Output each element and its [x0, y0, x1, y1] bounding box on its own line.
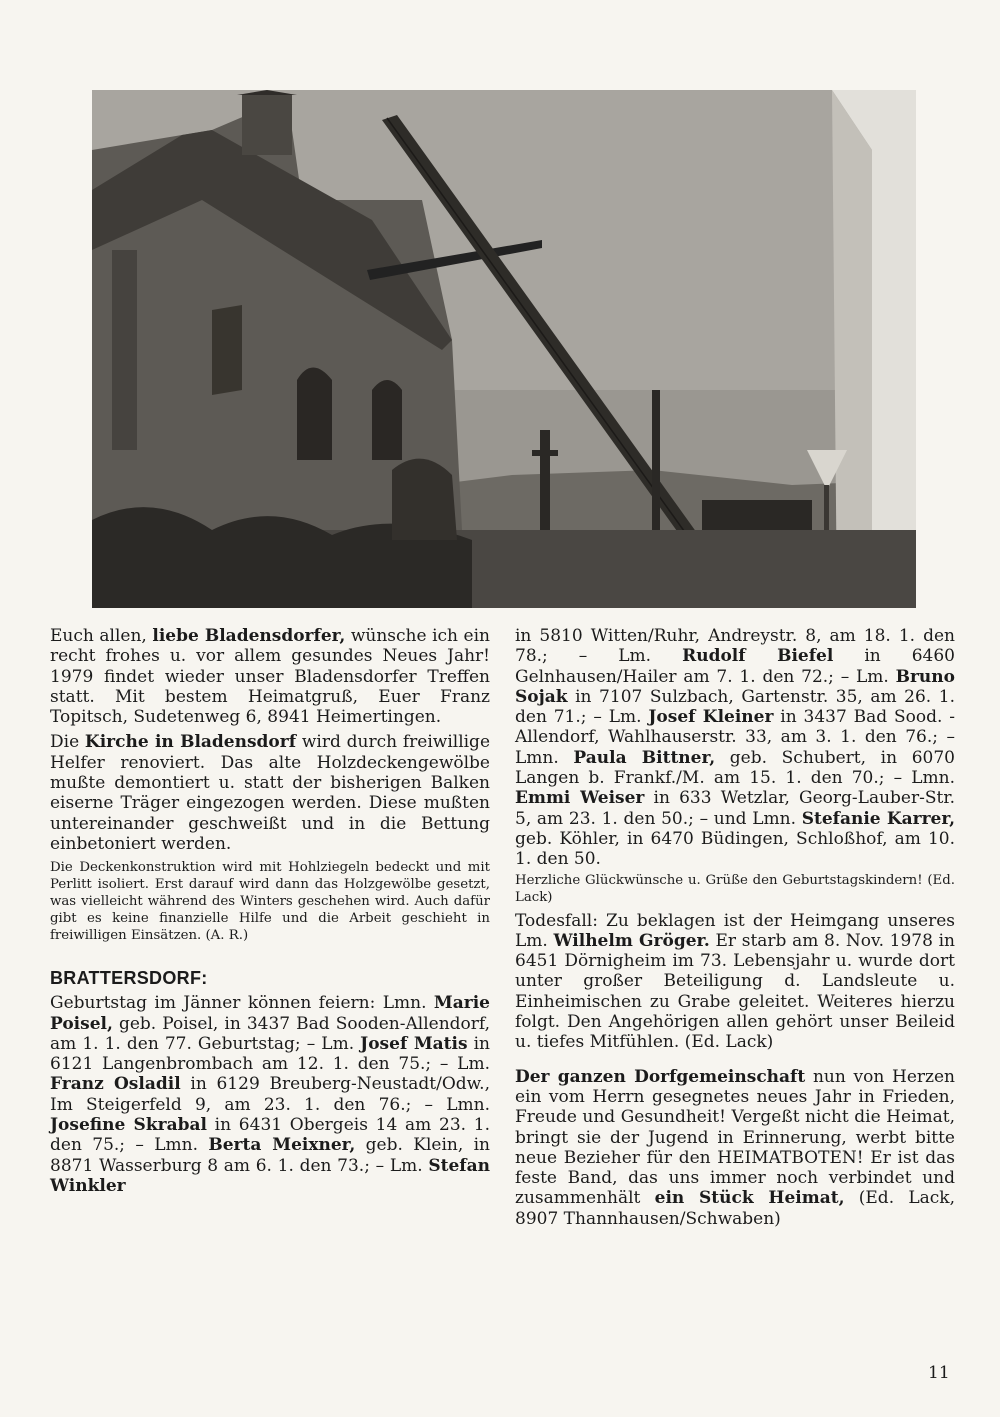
- text-run: in 6121 Langenbrombach am 12. 1. den 75.; – Lm.: [50, 1033, 490, 1075]
- birthday-list-continued: [515, 626, 955, 870]
- right-column: [515, 626, 955, 1234]
- text-run: Geburtstag im Jänner können feiern: Lmn.: [50, 993, 434, 1014]
- text-run: in 633 Wetzlar, Georg-Lauber-Str. 5, am 23. 1. den 50.; – und Lmn.: [515, 788, 955, 829]
- bold-name: Der ganzen Dorfgemeinschaft: [515, 1066, 806, 1087]
- text-run: geb. Poisel, in 3437 Bad Sooden-Allendorf, am 1. 1. den 77. Geburtstag; – Lm.: [50, 1013, 490, 1054]
- page-number: 11: [928, 1363, 950, 1383]
- text-run: in 6431 Obergeis 14 am 23. 1. den 75.; – Lmn.: [50, 1115, 490, 1156]
- text-run: Er starb am 8. Nov. 1978 in 6451 Dörnigheim im 73. Lebensjahr u. wurde dort unter großer Beteiligung d. Landsleute u. Einheimischen zu Grabe geleitet. Weiteres hierzu folgt. Den Angehörigen allen gehört unser Beileid u. tiefes Mitfühlen. (Ed. Lack): [515, 930, 955, 1053]
- bold-name: Berta Meixner,: [208, 1135, 356, 1156]
- text-run: Herzliche Glückwünsche u. Grüße den Geburtstagskindern! (Ed. Lack): [515, 872, 955, 905]
- text-run: (Ed. Lack, 8907 Thannhausen/Schwaben): [515, 1188, 955, 1229]
- bold-name: Marie Poisel,: [50, 993, 490, 1034]
- birthday-wishes: [515, 872, 955, 906]
- text-run: Todesfall: Zu beklagen ist der Heimgang unseres Lm.: [515, 910, 955, 951]
- bold-name: Paula Bittner,: [573, 747, 716, 768]
- bold-name: Rudolf Biefel: [682, 646, 834, 667]
- ceiling-construction-note: [50, 859, 490, 944]
- bold-name: Emmi Weiser: [515, 788, 645, 809]
- text-run: geb. Klein, in 8871 Wasserburg 8 am 6. 1. den 73.; – Lm.: [50, 1135, 490, 1176]
- bold-name: Franz Osladil: [50, 1074, 181, 1095]
- bold-name: Kirche in Bladensdorf: [84, 732, 297, 753]
- text-run: in 6129 Breuberg-Neustadt/Odw., Im Steigerfeld 9, am 23. 1. den 76.; – Lmn.: [50, 1074, 490, 1115]
- text-run: in 6460 Gelnhausen/Hailer am 7. 1. den 72.; – Lm.: [515, 646, 955, 687]
- text-run: wird durch freiwillige Helfer renoviert. Das alte Holzdeckengewölbe mußte demontiert u. statt der bisherigen Balken eiserne Träger eingezogen werden. Diese mußten untereinander geschweißt und in die Bettung einbetoniert werden.: [50, 732, 491, 854]
- text-run: Die: [50, 732, 85, 753]
- text-run: nun von Herzen ein vom Herrn gesegnetes neues Jahr in Frieden, Freude und Gesundheit! Vergeßt nicht die Heimat, bringt sie der Jugend in Erinnerung, werbt bitte neue Bezieher für den HEIMATBOTEN! Er ist das feste Band, das uns immer noch verbindet und zusammenhält: [515, 1066, 955, 1209]
- church-photo: [92, 90, 916, 608]
- text-run: Die Deckenkonstruktion wird mit Hohlziegeln bedeckt und mit Perlitt isoliert. Erst darauf wird dann das Holzgewölbe gesetzt, was vielleicht während des Winters geschehen wird. Auch dafür gibt es keine finanzielle Hilfe und die Arbeit geschieht in freiwilligen Einsätzen. (A. R.): [50, 860, 490, 944]
- bold-name: Stefan Winkler: [50, 1155, 490, 1196]
- community-greeting: [515, 1067, 955, 1229]
- birthday-list: [50, 993, 490, 1196]
- text-run: wünsche ich ein recht frohes u. vor allem gesundes Neues Jahr! 1979 findet wieder unser Bladensdorfer Treffen statt. Mit bestem Heimatgruß, Euer Franz Topitsch, Sudetenweg 6, 8941 Heimertingen.: [50, 626, 491, 728]
- bold-name: Bruno Sojak: [515, 666, 955, 707]
- obituary-text: [515, 911, 955, 1053]
- bold-name: Wilhelm Gröger.: [553, 930, 710, 951]
- bold-name: Josef Matis: [360, 1033, 468, 1054]
- text-run: geb. Köhler, in 6470 Büdingen, Schloßhof, am 10. 1. den 50.: [515, 828, 955, 870]
- bladensdorf-greeting: [50, 626, 490, 727]
- bold-name: Stefanie Karrer,: [801, 808, 955, 829]
- church-crane-photo-icon: [92, 90, 916, 608]
- text-run: Euch allen,: [50, 626, 153, 646]
- bold-name: liebe Bladensdorfer,: [152, 626, 346, 646]
- text-run: in 5810 Witten/Ruhr, Andreystr. 8, am 18. 1. den 78.; – Lm.: [515, 626, 955, 667]
- section-heading-brattersdorf: BRATTERSDORF:: [50, 968, 208, 989]
- text-run: in 3437 Bad Sood. -Allendorf, Wahlhauserstr. 33, am 3. 1. den 76.; – Lmn.: [515, 707, 955, 768]
- bold-name: Josef Kleiner: [648, 707, 774, 728]
- bold-name: ein Stück Heimat,: [654, 1188, 845, 1209]
- text-run: in 7107 Sulzbach, Gartenstr. 35, am 26. 1. den 71.; – Lm.: [515, 686, 955, 728]
- text-run: geb. Schubert, in 6070 Langen b. Frankf./M. am 15. 1. den 70.; – Lmn.: [515, 747, 955, 789]
- bold-name: Josefine Skrabal: [50, 1115, 207, 1136]
- church-renovation-text: [50, 732, 490, 854]
- left-column: [50, 626, 490, 1201]
